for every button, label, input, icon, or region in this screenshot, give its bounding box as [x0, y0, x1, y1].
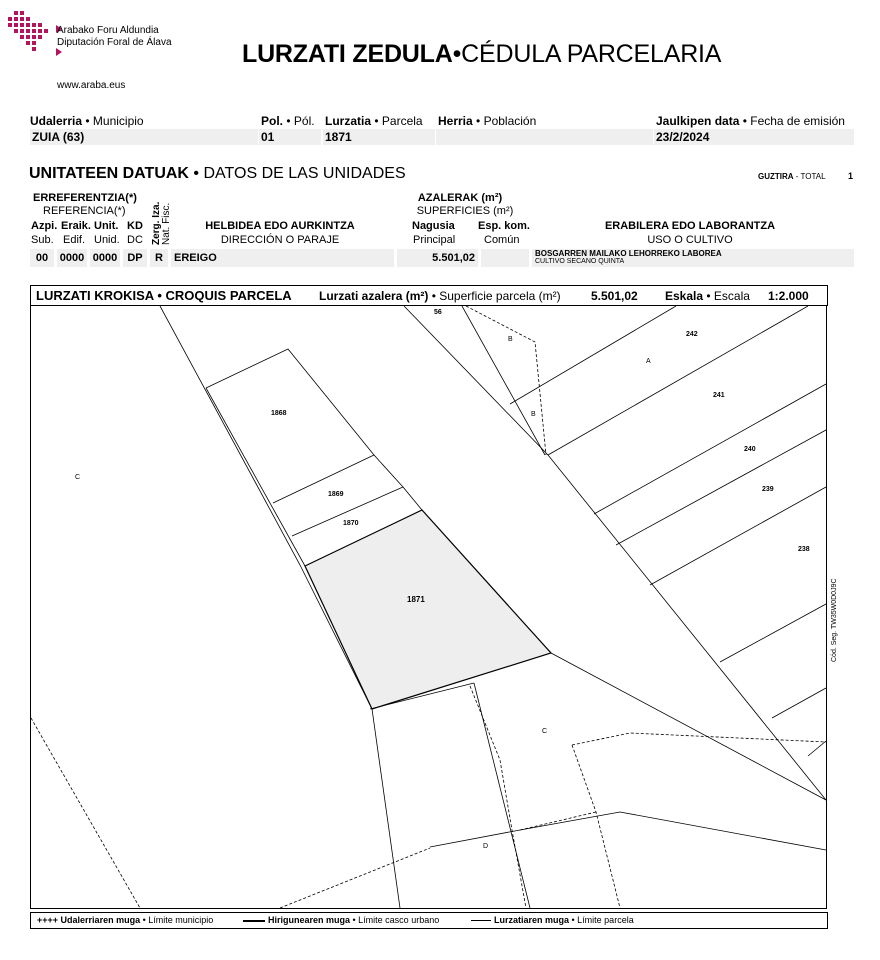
- org-name-es: Diputación Foral de Álava: [57, 37, 172, 48]
- parcel-label-242: 242: [686, 331, 698, 338]
- araba-logo-icon: [6, 10, 52, 52]
- col-dc: DC: [127, 234, 143, 246]
- parcela-value: 1871: [323, 129, 435, 145]
- title-separator: •: [452, 40, 462, 68]
- total-value: 1: [848, 171, 854, 181]
- zone-label-b: B: [531, 411, 536, 418]
- parcel-label-56: 56: [434, 309, 442, 316]
- legend-parcela: Lurzatiaren muga • Límite parcela: [494, 915, 634, 925]
- poligono-value: 01: [259, 129, 321, 145]
- referencia-label-es: REFERENCIA(*): [43, 205, 126, 217]
- parcel-label-240: 240: [744, 446, 756, 453]
- row-principal: 5.501,02: [397, 249, 478, 267]
- col-direccion-es: DIRECCIÓN O PARAJE: [220, 234, 340, 246]
- col-nagusia: Nagusia: [412, 220, 455, 232]
- referencia-label-eu: ERREFERENTZIA(*): [33, 192, 137, 204]
- title-eu: LURZATI ZEDULA: [242, 40, 453, 68]
- title-es: CÉDULA PARCELARIA: [461, 40, 722, 68]
- zerg-label: Zerg. Iza.: [151, 201, 162, 245]
- col-comun: Común: [484, 234, 520, 246]
- superficies-label-es: SUPERFICIES (m²): [416, 205, 514, 217]
- parcel-label-1870: 1870: [343, 520, 359, 527]
- col-unid: Unid.: [94, 234, 120, 246]
- superficies-label-eu: AZALERAK (m²): [417, 192, 503, 204]
- bullet-arrow-icon: [56, 48, 62, 56]
- parcel-label-1869: 1869: [328, 491, 344, 498]
- parcel-label-238: 238: [798, 546, 810, 553]
- poblacion-value: [436, 129, 653, 145]
- security-code: Cód. Seg. TW35W0D0J9C: [831, 578, 838, 662]
- legend-parcela-line: [471, 920, 491, 921]
- zone-label-d: D: [483, 843, 489, 850]
- parcel-label-1868: 1868: [271, 410, 287, 417]
- zone-label-c: C: [542, 728, 548, 735]
- croquis-title: LURZATI KROKISA • CROQUIS PARCELA: [36, 288, 292, 303]
- col-principal: Principal: [413, 234, 456, 246]
- col-edif: Edif.: [63, 234, 86, 246]
- croquis-header: [30, 285, 828, 306]
- row-uso-eu: BOSGARREN MAILAKO LEHORREKO LABOREA: [535, 249, 722, 258]
- nat-fisc-label: Nat. Fisc.: [161, 202, 172, 245]
- map-legend: [30, 912, 828, 929]
- col-eraik: Eraik.: [61, 220, 91, 232]
- municipio-value: ZUIA (63): [30, 129, 258, 145]
- col-esp-kom: Esp. kom.: [478, 220, 530, 232]
- row-direccion: EREIGO: [171, 249, 394, 267]
- escala-value: 1:2.000: [768, 289, 809, 303]
- total-label: GUZTIRA - TOTAL: [758, 172, 826, 181]
- col-direccion-eu: HELBIDEA EDO AURKINTZA: [205, 220, 355, 232]
- zone-label-c: C: [75, 474, 81, 481]
- legend-urbano: Hirigunearen muga • Límite casco urbano: [268, 915, 440, 925]
- zone-label-b: B: [508, 336, 513, 343]
- parcel-label-241: 241: [713, 392, 725, 399]
- row-sub: 00: [30, 249, 54, 267]
- parcela-label: Lurzatia • Parcela: [325, 114, 423, 128]
- legend-urbano-line: [243, 920, 265, 922]
- parcel-label-239: 239: [762, 486, 774, 493]
- fecha-emision-label: Jaulkipen data • Fecha de emisión: [656, 114, 845, 128]
- legend-municipio: ++++ Udalerriaren muga • Límite municipio: [37, 915, 214, 925]
- table-row: [30, 249, 856, 267]
- row-nat: R: [150, 249, 168, 267]
- poligono-label: Pol. • Pól.: [261, 114, 315, 128]
- parcel-map[interactable]: [30, 305, 838, 913]
- zone-label-a: A: [646, 358, 651, 365]
- website-link[interactable]: www.araba.eus: [57, 80, 126, 91]
- units-section-title: UNITATEEN DATUAK • DATOS DE LAS UNIDADES: [29, 165, 406, 182]
- col-sub: Sub.: [31, 234, 54, 246]
- row-uso: [532, 249, 854, 267]
- fecha-emision-value: 23/2/2024: [654, 129, 854, 145]
- row-comun: [481, 249, 529, 267]
- parcel-label-1871: 1871: [407, 595, 425, 604]
- croquis-superficie-value: 5.501,02: [591, 289, 638, 303]
- row-edif: 0000: [57, 249, 87, 267]
- municipio-label: Udalerria • Municipio: [30, 114, 144, 128]
- col-uso-es: USO O CULTIVO: [647, 234, 733, 246]
- escala-label: Eskala • Escala: [665, 289, 750, 303]
- poblacion-label: Herria • Población: [438, 114, 537, 128]
- col-azpi: Azpi.: [31, 220, 58, 232]
- org-name-eu: Arabako Foru Aldundia: [57, 25, 159, 36]
- row-dc: DP: [123, 249, 147, 267]
- col-unit: Unit.: [94, 220, 119, 232]
- col-uso-eu: ERABILERA EDO LABORANTZA: [604, 220, 776, 232]
- croquis-superficie-label: Lurzati azalera (m²) • Superficie parcela (m²): [319, 289, 561, 303]
- row-uso-es: CULTIVO SECANO QUINTA: [535, 258, 625, 265]
- page-title: [242, 40, 721, 69]
- row-unid: 0000: [90, 249, 120, 267]
- col-kd: KD: [127, 220, 143, 232]
